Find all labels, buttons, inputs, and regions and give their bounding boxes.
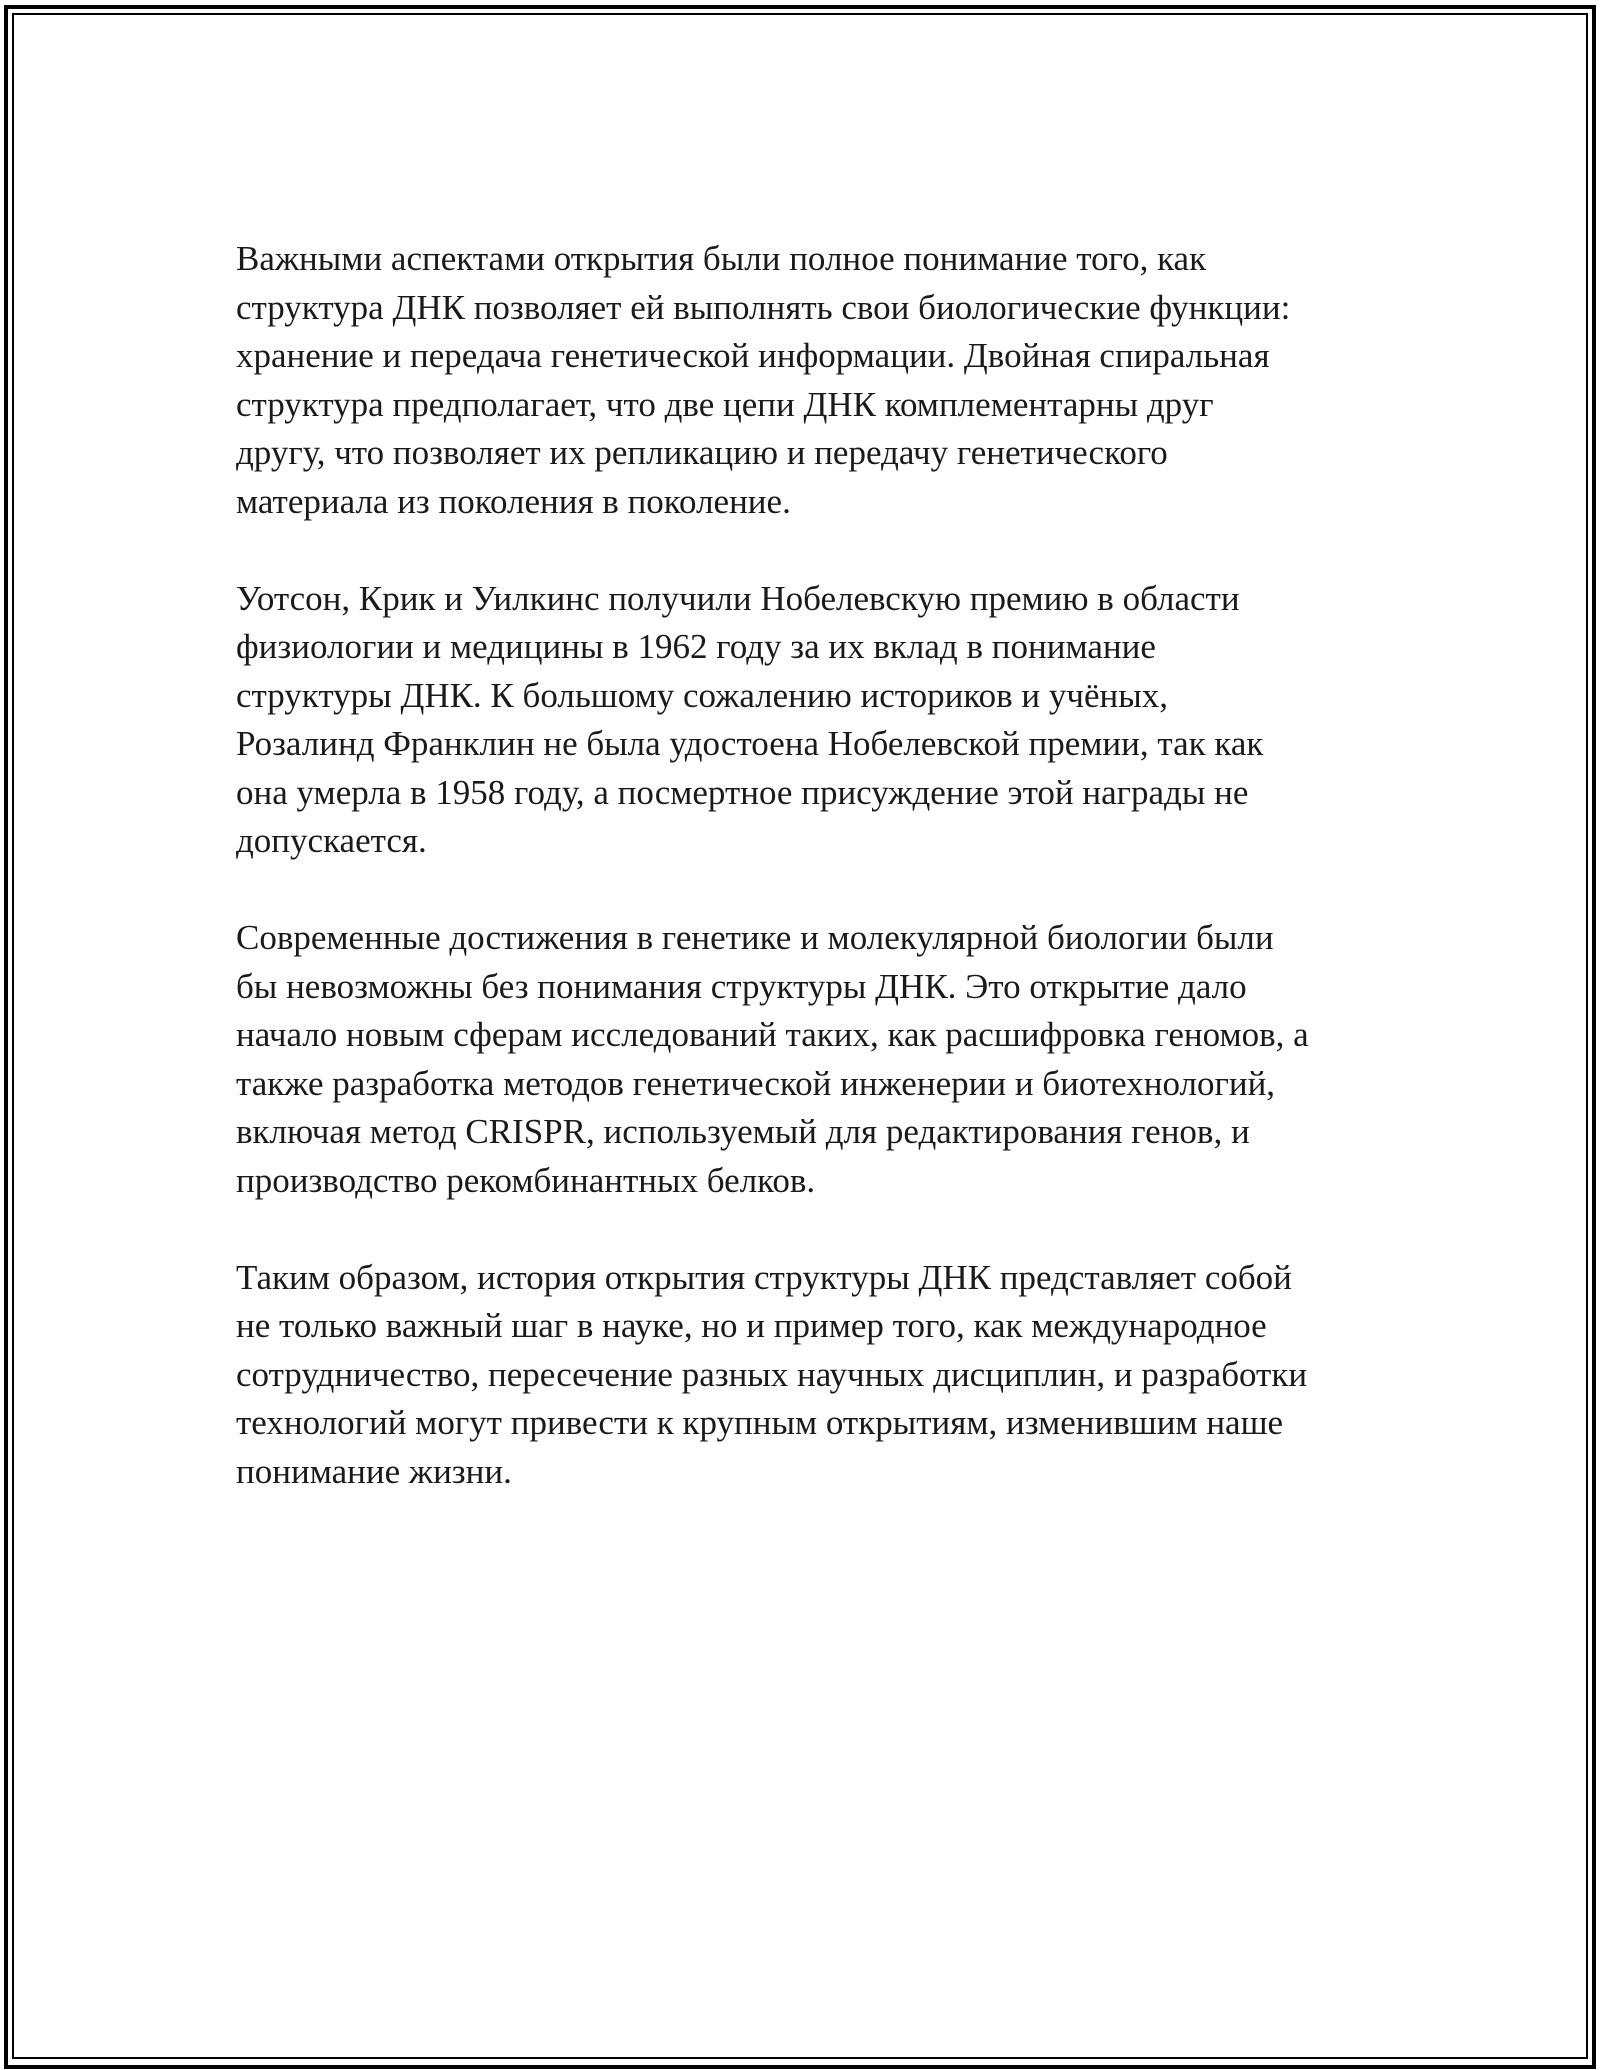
paragraph-conclusion <box>236 1254 1416 1497</box>
text-line: структура предполагает, что две цепи ДНК комплементарны друг <box>236 384 1214 424</box>
text-line: бы невозможны без понимания структуры ДНК. Это открытие дало <box>236 966 1247 1006</box>
text-line: Розалинд Франклин не была удостоена Нобелевской премии, так как <box>236 724 1264 763</box>
paragraph-modern-achievements <box>236 914 1416 1205</box>
text-line: сотрудничество, пересечение разных научных дисциплин, и разработки <box>236 1354 1308 1394</box>
document-body <box>236 235 1416 1545</box>
text-line: допускается. <box>236 821 427 860</box>
paragraph-discovery-aspects <box>236 235 1416 526</box>
text-line: начало новым сферам исследований таких, как расшифровка геномов, а <box>236 1015 1309 1054</box>
text-line: Важными аспектами открытия были полное понимание того, как <box>236 239 1207 278</box>
text-line: Таким образом, история открытия структуры ДНК представляет собой <box>236 1257 1292 1297</box>
paragraph-nobel-prize <box>236 575 1416 866</box>
text-line: также разработка методов генетической инженерии и биотехнологий, <box>236 1063 1276 1103</box>
text-line: материала из поколения в поколение. <box>236 481 791 521</box>
text-line: технологий могут привести к крупным открытиям, изменившим наше <box>236 1403 1284 1442</box>
text-line: физиологии и медицины в 1962 году за их вклад в понимание <box>236 627 1156 666</box>
text-line: включая метод CRISPR, используемый для редактирования генов, и <box>236 1112 1250 1151</box>
text-line: структура ДНК позволяет ей выполнять свои биологические функции: <box>236 287 1291 327</box>
text-line: понимание жизни. <box>236 1451 512 1491</box>
text-line: не только важный шаг в науке, но и пример того, как международное <box>236 1306 1267 1345</box>
text-line: Уотсон, Крик и Уилкинс получили Нобелевскую премию в области <box>236 578 1240 618</box>
text-line: производство рекомбинантных белков. <box>236 1160 816 1200</box>
text-line: Современные достижения в генетике и молекулярной биологии были <box>236 918 1274 957</box>
text-line: другу, что позволяет их репликацию и передачу генетического <box>236 433 1168 472</box>
text-line: структуры ДНК. К большому сожалению историков и учёных, <box>236 675 1168 715</box>
text-line: хранение и передача генетической информации. Двойная спиральная <box>236 336 1270 375</box>
text-line: она умерла в 1958 году, а посмертное присуждение этой награды не <box>236 772 1249 812</box>
